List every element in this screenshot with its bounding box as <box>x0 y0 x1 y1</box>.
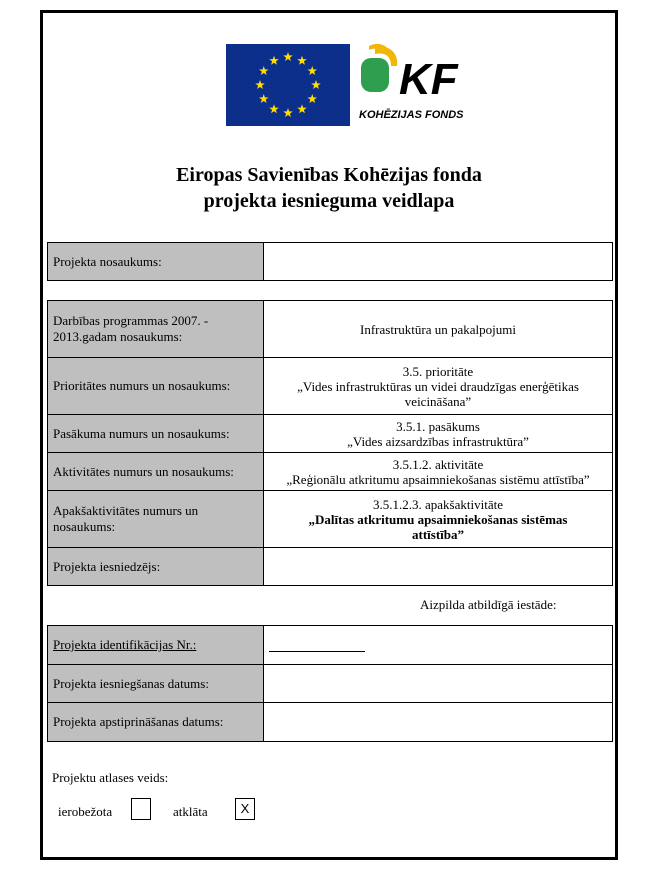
table-row <box>48 491 613 548</box>
priority-value <box>264 358 613 415</box>
kf-letters: KF <box>399 55 458 104</box>
priority-value-line2: „Vides infrastruktūras un videi draudzīgas enerģētikas <box>297 378 579 394</box>
kf-subtitle: KOHĒZIJAS FONDS <box>359 109 464 121</box>
table-row <box>48 453 613 491</box>
option-restricted-label: ierobežota <box>58 804 113 819</box>
subactivity-value-line1: 3.5.1.2.3. apakšaktivitāte <box>373 496 503 512</box>
subactivity-value <box>264 491 613 548</box>
activity-value <box>264 453 613 491</box>
activity-label: Aktivitātes numurs un nosaukums: <box>48 453 264 491</box>
kohezijas-fonds-logo <box>355 44 485 126</box>
programme-label: Darbības programmas 2007. - 2013.gadam nosaukums: <box>48 301 264 358</box>
measure-value-line2: „Vides aizsardzības infrastruktūra” <box>347 433 529 449</box>
submission-date-field[interactable] <box>264 665 613 703</box>
priority-label: Prioritātes numurs un nosaukums: <box>48 358 264 415</box>
option-open-checkbox[interactable]: X <box>235 798 255 820</box>
project-name-table <box>47 242 613 281</box>
project-name-label: Projekta nosaukums: <box>48 243 264 281</box>
table-row <box>48 301 613 358</box>
option-restricted-checkbox[interactable] <box>131 798 151 820</box>
activity-value-line1: 3.5.1.2. aktivitāte <box>392 456 484 472</box>
activity-value-line2: „Reģionālu atkritumu apsaimniekošanas sistēmu attīstība” <box>286 471 590 487</box>
selection-type-title: Projektu atlases veids: <box>52 770 169 785</box>
priority-value-line3: veicināšana” <box>404 393 472 409</box>
subactivity-value-line2: „Dalītas atkritumu apsaimniekošanas sistēmas <box>308 511 568 527</box>
measure-value-line1: 3.5.1. pasākums <box>396 418 480 434</box>
option-open-label: atklāta <box>173 804 208 819</box>
applicant-field[interactable] <box>264 548 613 586</box>
programme-value <box>264 301 613 358</box>
submission-date-label: Projekta iesniegšanas datums: <box>48 665 264 703</box>
subactivity-value-line3: attīstība” <box>412 526 464 542</box>
project-name-field[interactable] <box>264 243 613 281</box>
project-id-label: Projekta identifikācijas Nr.: <box>48 626 264 665</box>
institution-note: Aizpilda atbildīgā iestāde: <box>420 597 557 612</box>
measure-label: Pasākuma numurs un nosaukums: <box>48 415 264 453</box>
approval-date-field[interactable] <box>264 703 613 742</box>
table-row <box>48 415 613 453</box>
blank-line <box>269 642 365 652</box>
institution-table <box>47 625 613 742</box>
table-row <box>48 243 613 281</box>
table-row <box>48 358 613 415</box>
applicant-label: Projekta iesniedzējs: <box>48 548 264 586</box>
programme-value-line1: Infrastruktūra un pakalpojumi <box>360 321 516 337</box>
table-row <box>48 626 613 665</box>
document-title-line2: projekta iesnieguma veidlapa <box>203 190 455 212</box>
priority-value-line1: 3.5. prioritāte <box>402 363 474 379</box>
document-title-line1: Eiropas Savienības Kohēzijas fonda <box>176 164 482 186</box>
measure-value <box>264 415 613 453</box>
approval-date-label: Projekta apstiprināšanas datums: <box>48 703 264 742</box>
table-row <box>48 665 613 703</box>
subactivity-label: Apakšaktivitātes numurs un nosaukums: <box>48 491 264 548</box>
table-row <box>48 548 613 586</box>
programme-table <box>47 300 613 586</box>
eu-flag-icon <box>226 44 350 126</box>
project-id-field[interactable] <box>264 626 613 665</box>
table-row <box>48 703 613 742</box>
